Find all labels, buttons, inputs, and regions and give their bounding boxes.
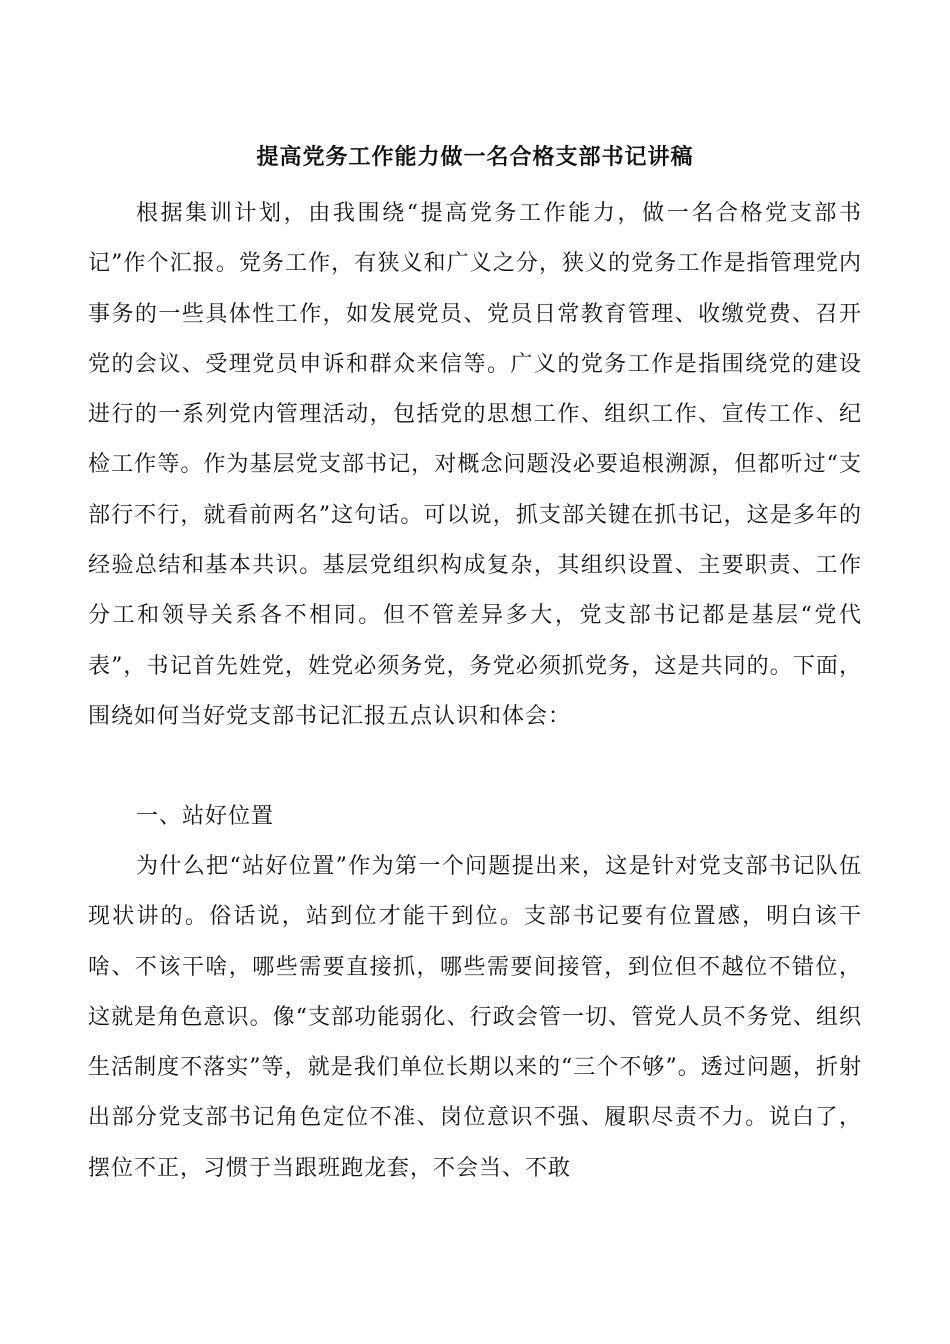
- document-title: 提高党务工作能力做一名合格支部书记讲稿: [256, 144, 694, 170]
- body-paragraph: 根据集训计划，由我围绕“提高党务工作能力，做一名合格党支部书记”作个汇报。党务工作，有狭义和广义之分，狭义的党务工作是指管理党内事务的一些具体性工作，如发展党员、党员日常教育管理、收缴党费、召开党的会议、受理党员申诉和群众来信等。广义的党务工作是指围绕党的建设进行的一系列党内管理活动，包括党的思想工作、组织工作、宣传工作、纪检工作等。作为基层党支部书记，对概念问题没必要追根溯源，但都听过“支部行不行，就看前两名”这句话。可以说，抓支部关键在抓书记，这是多年的经验总结和基本共识。基层党组织构成复杂，其组织设置、主要职责、工作分工和领导关系各不相同。但不管差异多大，党支部书记都是基层“党代表”，书记首先姓党，姓党必须务党，务党必须抓党务，这是共同的。下面，围绕如何当好党支部书记汇报五点认识和体会：: [88, 201, 862, 729]
- section-heading: 一、站好位置: [136, 804, 275, 829]
- body-paragraph: 为什么把“站好位置”作为第一个问题提出来，这是针对党支部书记队伍现状讲的。俗话说，站到位才能干到位。支部书记要有位置感，明白该干啥、不该干啥，哪些需要直接抓，哪些需要间接管，到位但不越位不错位，这就是角色意识。像“支部功能弱化、行政会管一切、管党人员不务党、组织生活制度不落实”等，就是我们单位长期以来的“三个不够”。透过问题，折射出部分党支部书记角色定位不准、岗位意识不强、履职尽责不力。说白了，摆位不正，习惯于当跟班跑龙套，不会当、不敢: [88, 854, 862, 1181]
